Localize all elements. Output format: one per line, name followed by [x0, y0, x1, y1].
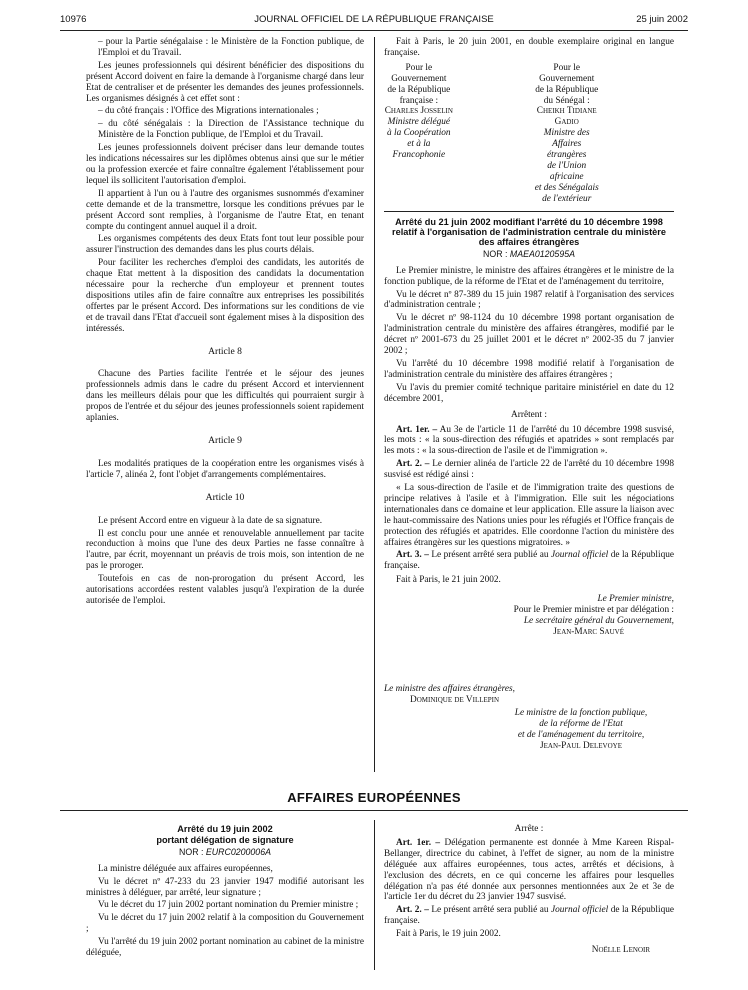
journal-name: Journal officiel: [551, 905, 609, 916]
upper-right-column: [384, 37, 674, 638]
paragraph: Fait à Paris, le 20 juin 2001, en double exemplaire original en langue française.: [384, 37, 674, 58]
signature-line: de la réforme de l'Etat: [539, 718, 623, 729]
arrete: Arrête :: [514, 824, 544, 834]
signature-line: Pour le Premier ministre et par délégation :: [513, 605, 674, 616]
upper-left-column: [86, 37, 364, 609]
signature-line: Le ministre des affaires étrangères,: [384, 684, 515, 694]
article-label: Art. 2. –: [396, 459, 430, 470]
signature-line: de la République du Sénégal :: [535, 84, 599, 106]
paragraph: Toutefois en cas de non-prorogation du présent Accord, les autorisations accordées restent valables jusqu'à l'expiration de la durée autorisée de l'emploi.: [86, 574, 364, 606]
nor-code: EURC0200006A: [205, 846, 271, 857]
paragraph: – du côté sénégalais : la Direction de l'Assistance technique du Ministère de la Fonction publique, de l'Emploi et du Travail.: [98, 119, 364, 141]
signatory-name: Charles Josselin: [384, 106, 453, 117]
page-header: [60, 14, 688, 30]
paragraph: Pour faciliter les recherches d'emploi des candidats, les autorités de chaque Etat mettent à la disposition des candidats la documentation nécessaire pour la recherche d'un employeur et prennent toutes dispositions utiles afin de faire connaître aux entreprises les possibilités offertes par le présent Accord. Des informations sur les conditions de vie et de travail dans l'Etat d'accueil sont également mises à la disposition des intéressés.: [86, 258, 364, 334]
issue-date: 25 juin 2002: [636, 14, 688, 25]
signature-line: Le ministre de la fonction publique,: [514, 708, 648, 718]
paragraph: Le Premier ministre, le ministre des affaires étrangères et le ministre de la fonction publique, de la réforme de l'Etat et de l'aménagement du territoire,: [384, 265, 674, 287]
paragraph: Vu le décret nº 47-233 du 23 janvier 1947 modifié autorisant les ministres à déléguer, par arrêté, leur signature ;: [86, 876, 364, 898]
article-text: Le dernier alinéa de l'article 22 de l'arrêté du 10 décembre 1998 susvisé est rédigé ainsi :: [384, 459, 675, 481]
article-text: Au 3e de l'article 11 de l'arrêté du 10 décembre 1998 susvisé, les mots : « la sous-direction des réfugiés et apatrides » sont remplacés par les mots : « la sous-direction de l'asile et de l'immigration ».: [384, 424, 674, 457]
article-label: Art. 1er. –: [396, 837, 441, 848]
paragraph: La ministre déléguée aux affaires européennes,: [98, 863, 273, 874]
header-rule: [60, 30, 688, 31]
signatory-title: de l'Union africaine: [547, 160, 587, 182]
signatory-name: Dominique de Villepin: [410, 694, 500, 705]
signatory-title: de l'extérieur: [542, 193, 592, 204]
signature-line: Le Premier ministre,: [597, 594, 674, 605]
nor-reference: [384, 249, 674, 260]
article-2: [384, 459, 674, 481]
journal-name: Journal officiel: [551, 550, 609, 561]
upper-signatures-2: [490, 708, 672, 752]
signatory-name: Jean-Marc Sauvé: [553, 626, 624, 637]
paragraph: Vu le décret du 17 juin 2002 relatif à la composition du Gouvernement ;: [86, 913, 364, 935]
article-text: Le présent arrêté sera publié au: [431, 550, 549, 561]
page-number: 10976: [60, 14, 87, 25]
paragraph: Vu le décret du 17 juin 2002 portant nomination du Premier ministre ;: [98, 900, 359, 911]
signature-line: Pour le Gouvernement: [539, 62, 595, 84]
signature-line: Pour le Gouvernement: [391, 62, 447, 84]
journal-title: JOURNAL OFFICIEL DE LA RÉPUBLIQUE FRANÇAISE: [254, 14, 494, 25]
paragraph: « La sous-direction de l'asile et de l'immigration traite des questions de principe relatives à l'asile et à l'immigration. Elle suit les négociations internationales dans ce domaine et leur application. Elle assure la liaison avec le haut-commissaire des Nations unies pour les réfugiés et l'Office français de protection des réfugiés et apatrides. Elle coordonne l'action du ministère des affaires étrangères sur les questions migratoires. »: [384, 483, 674, 548]
article-heading: Article 8: [208, 345, 242, 357]
signatory-title: et des Sénégalais: [534, 182, 599, 193]
signatory-title: et à la Francophonie: [392, 139, 446, 161]
article-heading: Article 9: [208, 435, 242, 446]
signature-block: [384, 63, 674, 205]
article-label: Art. 1er. –: [396, 424, 438, 435]
nor-label: NOR :: [483, 248, 508, 259]
paragraph: Les organismes compétents des deux Etats font tout leur possible pour assurer l'instruction des demandes dans les plus courts délais.: [86, 234, 364, 256]
article-label: Art. 2. –: [396, 905, 429, 916]
paragraph: Vu le décret nº 87-389 du 15 juin 1987 relatif à l'organisation des services d'administration centrale ;: [384, 289, 674, 311]
signature-line: de la République française :: [387, 84, 451, 106]
article-2: [384, 905, 674, 927]
paragraph: Les jeunes professionnels qui désirent bénéficier des dispositions du présent Accord doivent en faire la demande à l'organisme chargé dans leur Etat de centraliser et de présenter les demandes des jeunes professionnels. Les organismes désignés à cet effet sont :: [86, 60, 364, 104]
section-title: AFFAIRES EUROPÉENNES: [287, 790, 461, 805]
signatory-title: Ministre des Affaires étrangères: [543, 128, 590, 161]
article-text: Délégation permanente est donnée à Mme Kareen Rispal-Bellanger, directrice du cabinet, à l'effet de signer, au nom de la ministre déléguée aux affaires européennes, tous actes, arrêtés et décisions, à l'exclusion des décrets, en ce qui concerne les affaires pour lesquelles délégation n'a pas été donnée aux personnes mentionnées aux 2e et 3e de l'article 1er du décret du 23 janvier 1947 susvisé.: [384, 837, 675, 903]
paragraph: Chacune des Parties facilite l'entrée et le séjour des jeunes professionnels admis dans le cadre du présent Accord et interviennent dans les meilleurs délais pour que les difficultés qui pourraient surgir à propos de l'entrée et du séjour des jeunes professionnels soient rapidement aplanies.: [86, 369, 364, 424]
signatory-title: Ministre délégué: [387, 117, 451, 128]
signatory-name: Cheikh Tidiane Gadio: [536, 106, 597, 128]
signatory-name: Noëlle Lenoir: [591, 945, 650, 956]
signature-line: et de l'aménagement du territoire,: [517, 729, 645, 740]
arrete-title: Arrêté du 19 juin 2002: [177, 824, 273, 834]
paragraph: Vu l'arrêté du 10 décembre 1998 modifié relatif à l'organisation de l'administration centrale du ministère des affaires étrangères ;: [384, 358, 674, 380]
paragraph: – du côté français : l'Office des Migrations internationales ;: [98, 106, 319, 117]
paragraph: Il est conclu pour une année et renouvelable annuellement par tacite reconduction à moins que l'une des deux Parties ne fasse connaître à l'autre, par écrit, moyennant un préavis de trois mois, son intention de ne pas le proroger.: [86, 528, 364, 572]
paragraph: Vu l'arrêté du 19 juin 2002 portant nomination au cabinet de la ministre déléguée,: [86, 937, 365, 959]
signatory-title: à la Coopération: [387, 128, 451, 139]
paragraph: – pour la Partie sénégalaise : le Ministère de la Fonction publique, de l'Emploi et du Travail.: [98, 37, 364, 58]
signature-line: Le secrétaire général du Gouvernement,: [523, 616, 674, 626]
upper-signatures: [384, 684, 684, 706]
column-divider: [374, 820, 375, 970]
column-divider: [374, 37, 375, 772]
nor-code: MAEA0120595A: [509, 248, 575, 259]
arrete-subtitle: portant délégation de signature: [156, 835, 294, 846]
paragraph: Le présent Accord entre en vigueur à la date de sa signature.: [98, 515, 323, 526]
arretent: Arrêtent :: [511, 409, 547, 420]
lower-left-column: [86, 822, 364, 961]
article-1: [384, 838, 674, 903]
paragraph: Fait à Paris, le 19 juin 2002.: [396, 929, 501, 940]
article-3: [384, 550, 674, 572]
lower-right-column: [384, 824, 674, 956]
signature-france: [384, 63, 526, 205]
section-rule: [60, 810, 688, 811]
paragraph: Vu l'avis du premier comité technique paritaire ministériel en date du 12 décembre 2001,: [384, 382, 674, 404]
article-text: Le présent arrêté sera publié au: [431, 905, 549, 916]
paragraph: Vu le décret nº 98-1124 du 10 décembre 1998 portant organisation de l'administration centrale du ministère des affaires étrangères, modifié par le décret nº 2001-673 du 25 juillet 2001 et le décret nº 2002-35 du 7 janvier 2002 ;: [384, 313, 674, 357]
article-label: Art. 3. –: [396, 550, 429, 561]
paragraph: Il appartient à l'un ou à l'autre des organismes susnommés d'examiner cette demande et de la transmettre, lorsque les conditions prévues par le présent Accord sont remplies, à l'organisme de l'autre Etat, en tenant compte du contingent annuel auquel il a droit.: [86, 188, 364, 232]
paragraph: Les modalités pratiques de la coopération entre les organismes visés à l'article 7, alinéa 2, font l'objet d'arrangements complémentaires.: [86, 458, 364, 480]
article-1: [384, 425, 674, 458]
paragraph: Fait à Paris, le 21 juin 2002.: [396, 575, 501, 586]
nor-reference: [86, 847, 364, 858]
paragraph: Les jeunes professionnels doivent préciser dans leur demande toutes les indications nécessaires sur les diplômes obtenus ainsi que sur le métier ou la profession exercée et faire connaître également l'établissement pour lequel ils sollicitent l'autorisation d'emploi.: [86, 143, 364, 186]
nor-label: NOR :: [179, 846, 204, 857]
signature-senegal: [532, 63, 674, 205]
article-text: de la République française.: [384, 550, 675, 572]
signatory-name: Jean-Paul Delevoye: [540, 740, 622, 751]
article-heading: Article 10: [205, 491, 245, 503]
arrete-title: Arrêté du 21 juin 2002 modifiant l'arrêté du 10 décembre 1998 relatif à l'organisation de l'administration centrale du ministère des affaires étrangères: [392, 216, 666, 248]
separator: [384, 211, 674, 212]
article-text: de la République française.: [384, 905, 675, 927]
